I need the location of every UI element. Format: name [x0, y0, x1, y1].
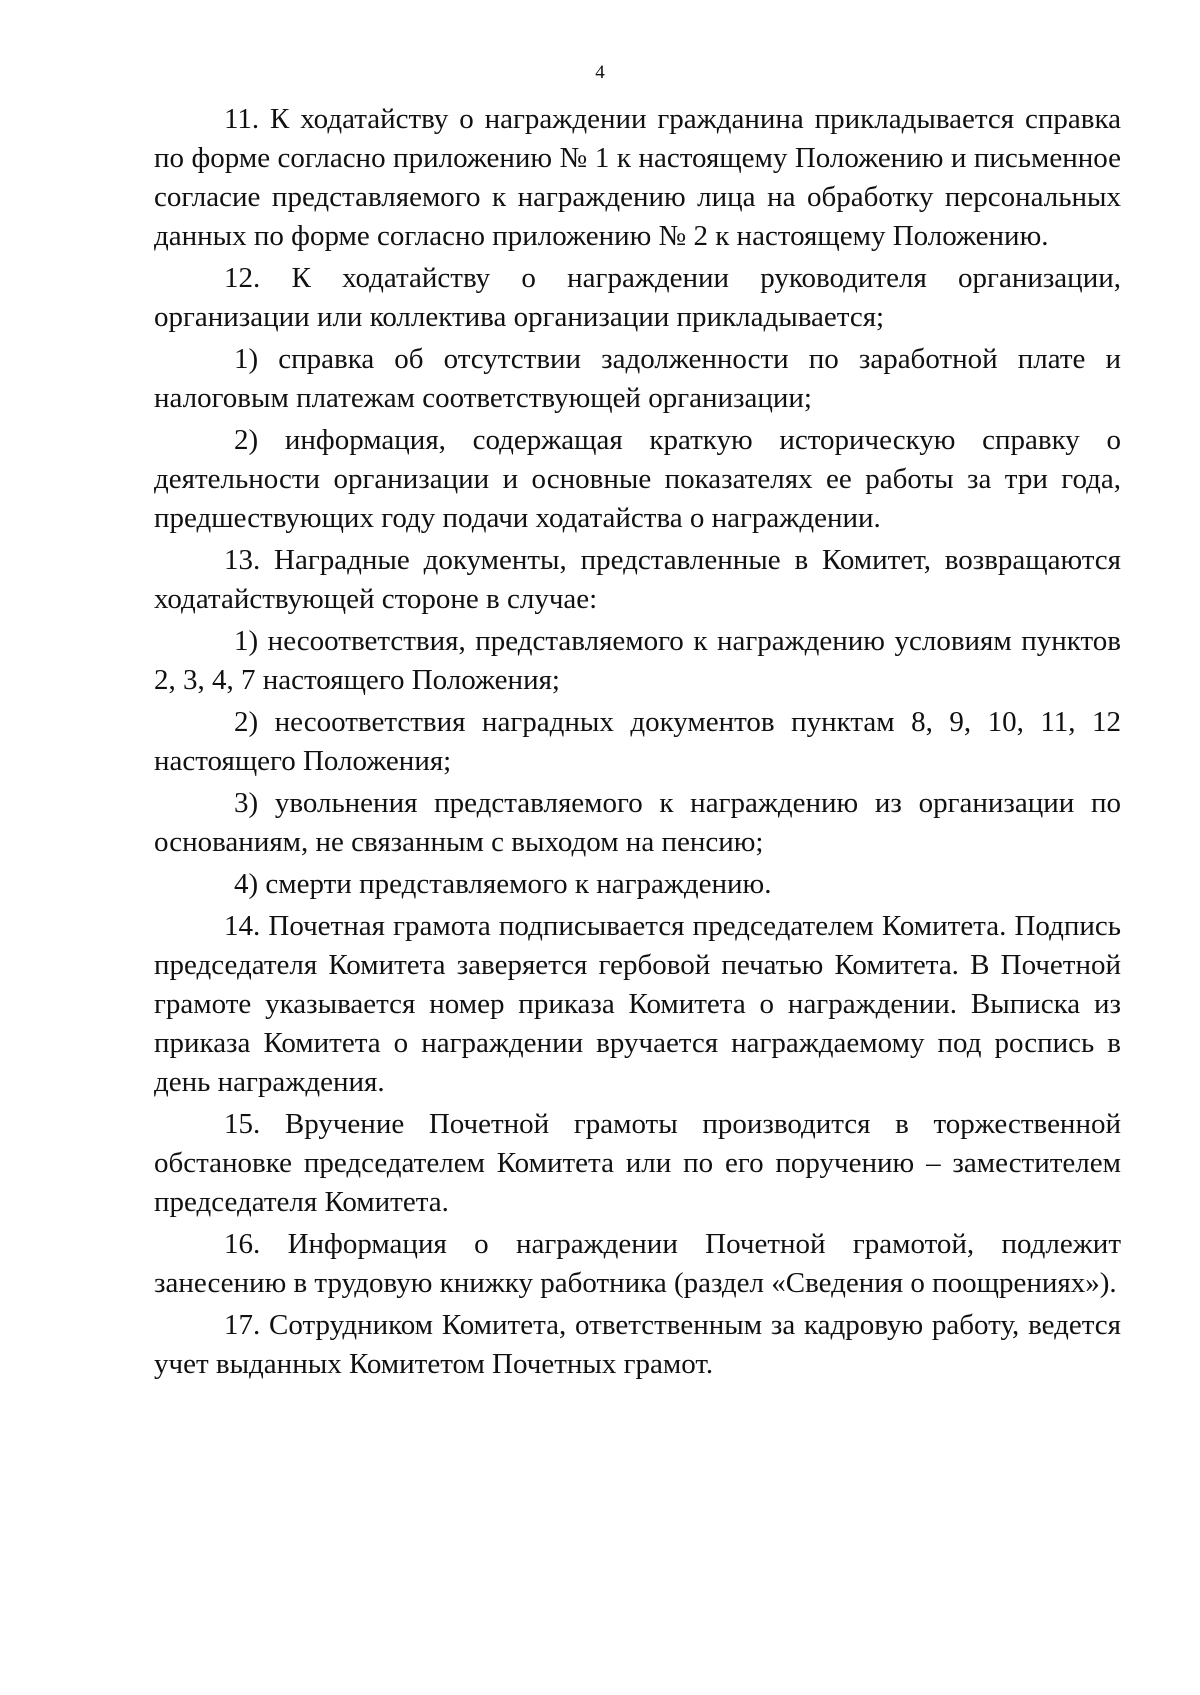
- paragraph-11: 11. К ходатайству о награждении гражданина прикладывается справка по форме согласно приложению № 1 к настоящему Положению и письменное согласие представляемого к награждению лица на обработку персональных данных по форме согласно приложению № 2 к настоящему Положению.: [154, 103, 1121, 252]
- document-body: [154, 100, 1121, 1384]
- paragraph-13-item-3: 3) увольнения представляемого к награждению из организации по основаниям, не связанным с выходом на пенсию;: [154, 787, 1121, 858]
- paragraph-15: 15. Вручение Почетной грамоты производится в торжественной обстановке председателем Комитета или по его поручению – заместителем председателя Комитета.: [154, 1108, 1121, 1218]
- paragraph-13: 13. Наградные документы, представленные в Комитет, возвращаются ходатайствующей стороне в случае:: [154, 544, 1121, 615]
- paragraph-13-item-2: 2) несоответствия наградных документов пунктам 8, 9, 10, 11, 12 настоящего Положения;: [154, 706, 1121, 777]
- paragraph-13-item-4: 4) смерти представляемого к награждению.: [234, 868, 772, 900]
- paragraph-17: 17. Сотрудником Комитета, ответственным за кадровую работу, ведется учет выданных Комитетом Почетных грамот.: [154, 1309, 1121, 1380]
- paragraph-13-item-1: 1) несоответствия, представляемого к награждению условиям пунктов 2, 3, 4, 7 настоящего Положения;: [154, 625, 1121, 696]
- paragraph-12-item-1: 1) справка об отсутствии задолженности по заработной плате и налоговым платежам соответствующей организации;: [154, 343, 1121, 414]
- paragraph-16: 16. Информация о награждении Почетной грамотой, подлежит занесению в трудовую книжку работника (раздел «Сведения о поощрениях»).: [154, 1228, 1121, 1299]
- paragraph-12-item-2: 2) информация, содержащая краткую историческую справку о деятельности организации и основные показателях ее работы за три года, предшествующих году подачи ходатайства о награждении.: [154, 424, 1121, 534]
- paragraph-14: 14. Почетная грамота подписывается председателем Комитета. Подпись председателя Комитета заверяется гербовой печатью Комитета. В Почетной грамоте указывается номер приказа Комитета о награждении. Выписка из приказа Комитета о награждении вручается награждаемому под роспись в день награждения.: [154, 910, 1121, 1098]
- paragraph-12: 12. К ходатайству о награждении руководителя организации, организации или коллектива организации прикладывается;: [154, 262, 1121, 333]
- page-number: 4: [595, 62, 605, 83]
